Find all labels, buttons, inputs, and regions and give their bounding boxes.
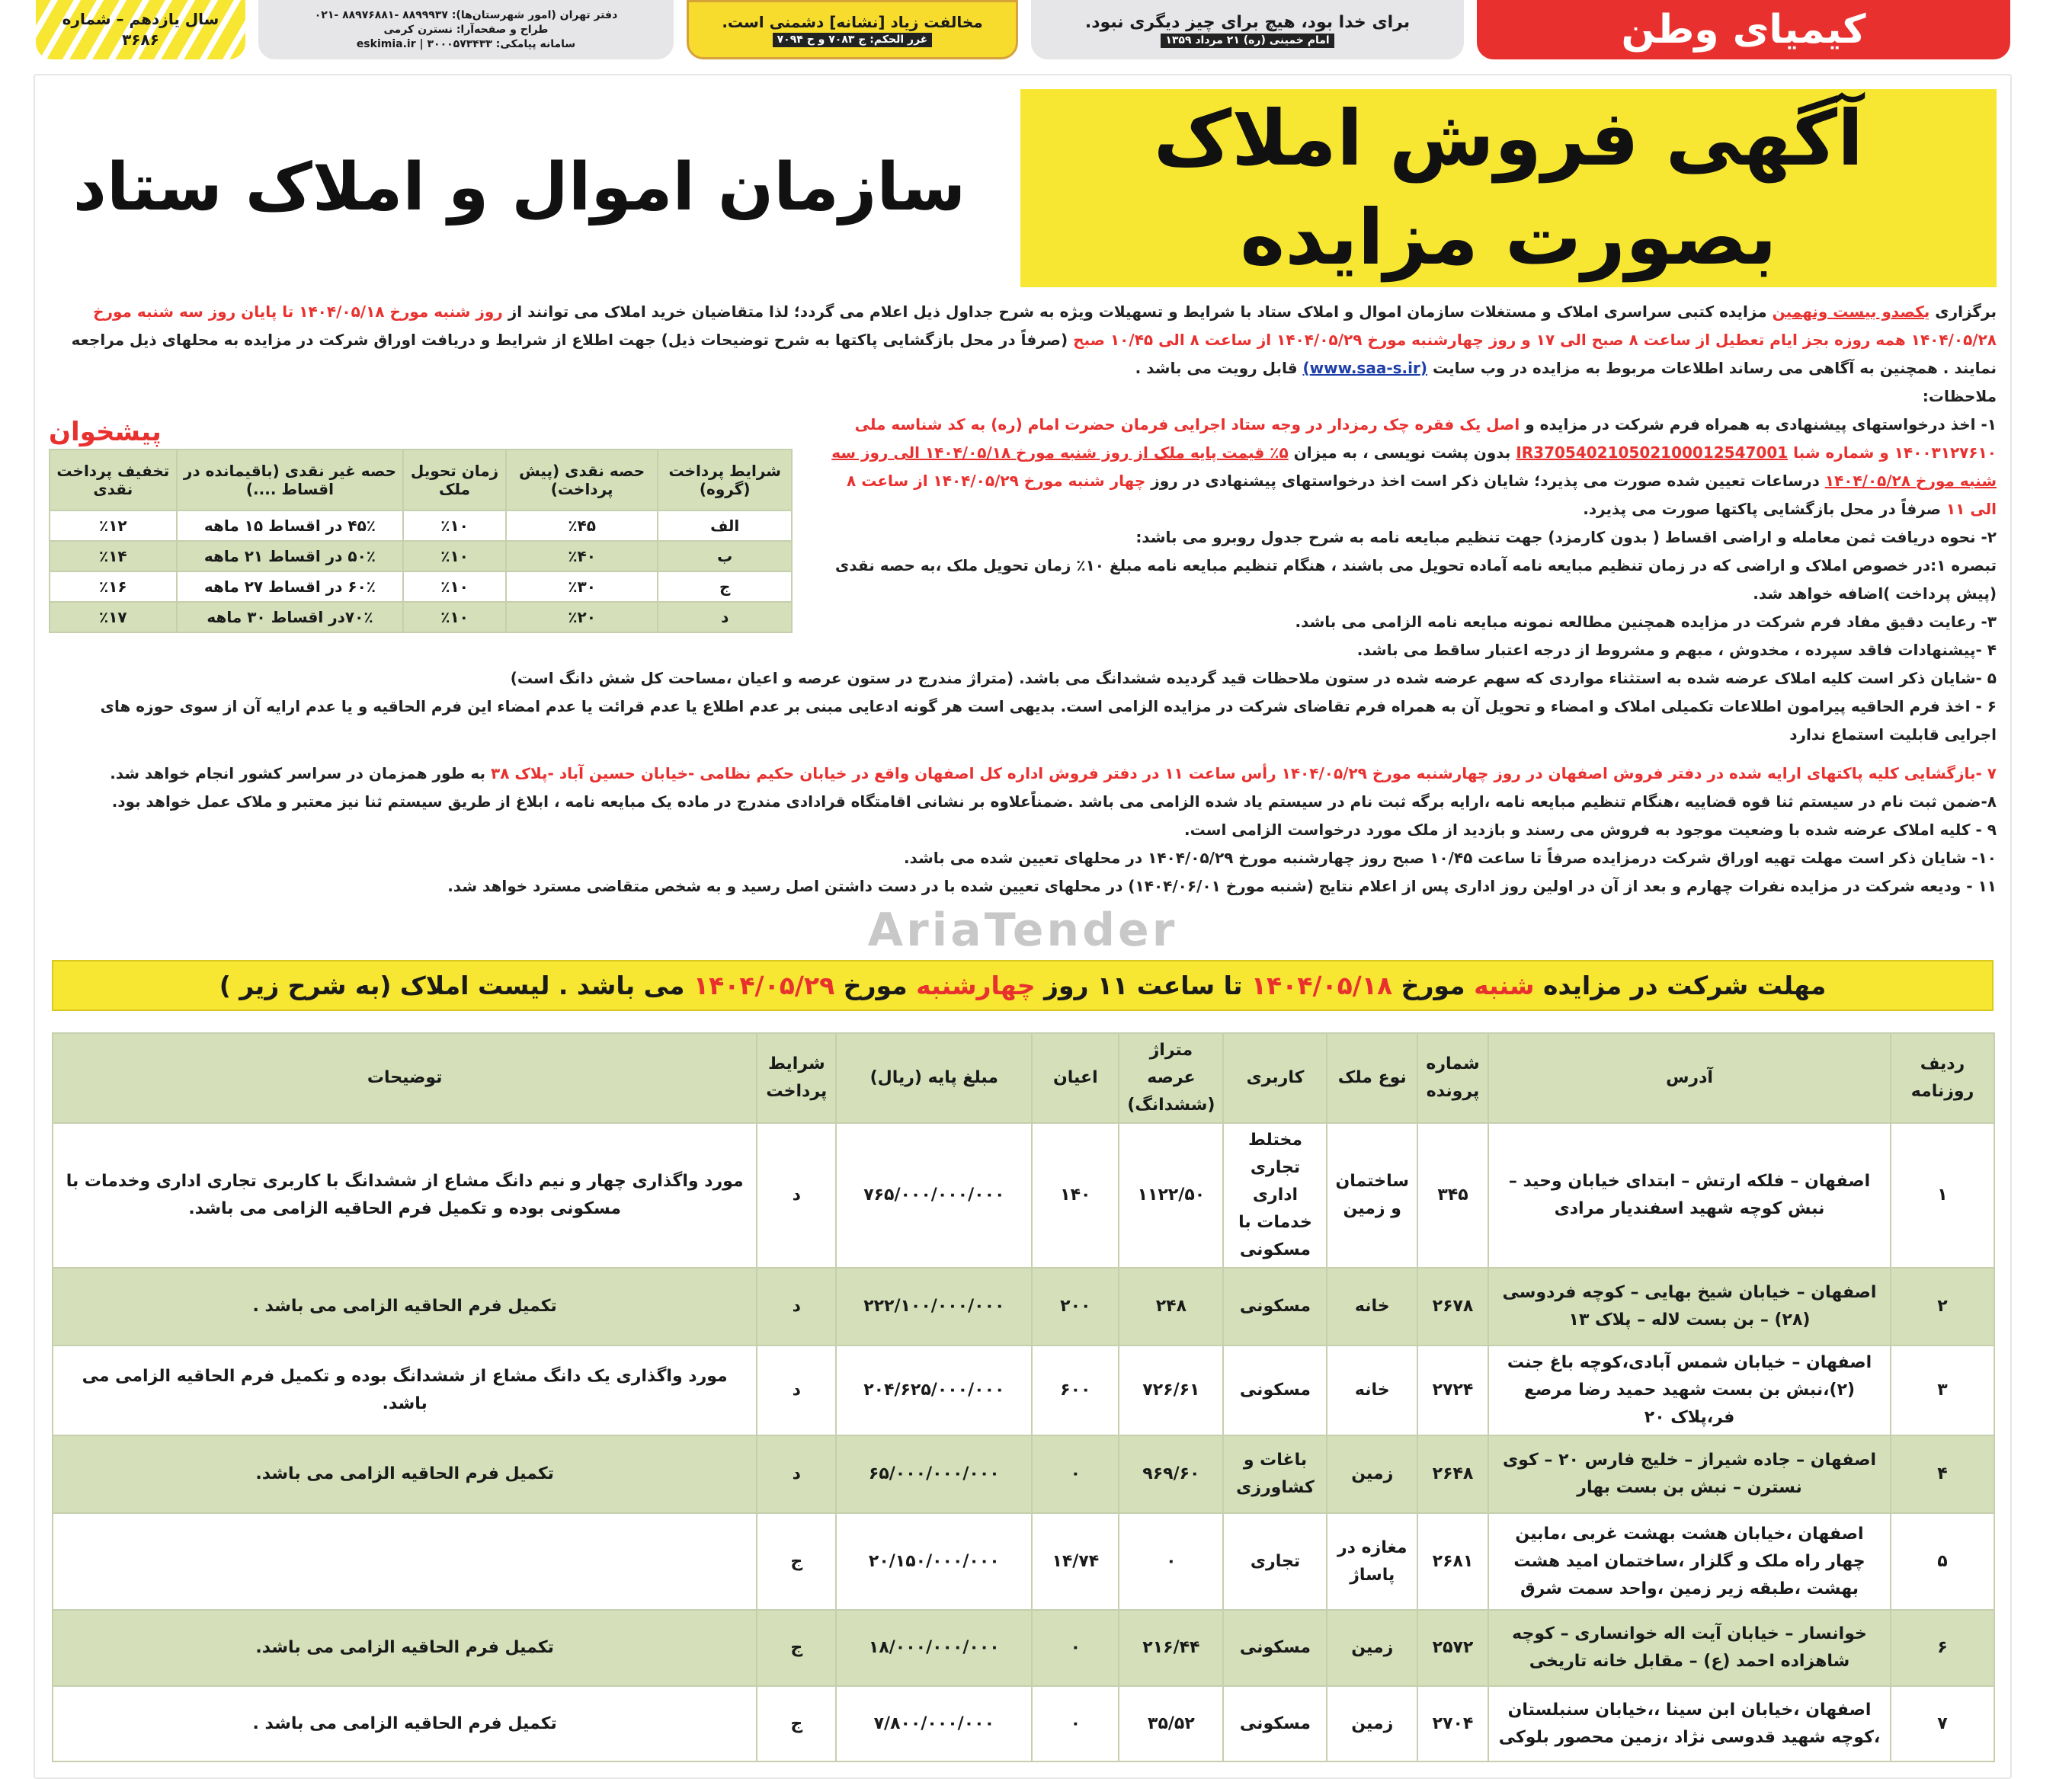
cell-value: ۲۰۴/۶۲۵/۰۰۰/۰۰۰ [836,1345,1032,1435]
cell-value: ساختمان و زمین [1327,1123,1417,1268]
masthead-logo [1477,0,2010,59]
table-row [50,602,792,632]
table-row [50,571,792,602]
cell-value: ۲۶۸۱ [1417,1513,1488,1610]
intro-text: (صرفاً در محل بازگشایی پاکتها به شرح توضیحات ذیل) جهت اطلاع از شرایط و دریافت اوراق شرکت در مزایده به محلهای ذیل مراجعه نمایند . همچنین به آگاهی می رساند اطلاعات مربوط به مزایده در وب سایت [71,331,1997,378]
cell: ۷۰٪در اقساط ۳۰ ماهه [177,602,404,632]
cell-value: ۳۴۵ [1417,1123,1488,1268]
cell-value: ۶۰۰ [1032,1345,1119,1435]
cell-description: مورد واگذاری چهار و نیم دانگ مشاع از ششدانگ با کاربری تجاری اداری وخدمات با مسکونی بوده و تکمیل فرم الحاقیه الزامی می باشد. [53,1123,757,1268]
cell-value: ۱۴۰ [1032,1123,1119,1268]
col-header: مبلغ پایه (ریال) [836,1033,1032,1123]
cell-value: زمین [1327,1610,1417,1686]
note-text: به طور همزمان در سراسر کشور انجام خواهد شد. [110,764,486,783]
cell-value: ۰ [1032,1435,1119,1513]
intro-dates: روز شنبه مورخ ۱۴۰۴/۰۵/۱۸ تا پایان روز سه شنبه مورخ ۱۴۰۴/۰۵/۲۸ همه روزه بجز ایام تعطیل از ساعت ۸ صبح الی ۱۷ و روز چهارشنبه مورخ ۱۴۰۴/۰۵/۲۹ از ساعت ۸ الی ۱۰/۴۵ صبح [93,302,1997,350]
cell-value: ۲۲۲/۱۰۰/۰۰۰/۰۰۰ [836,1268,1032,1345]
cell-row-number: ۴ [1891,1435,1994,1513]
cell: ٪۱۰ [403,571,506,602]
cell-value: تجاری [1223,1513,1327,1610]
deadline-text: مورخ [1401,970,1465,1000]
cell-value: د [757,1435,836,1513]
note-2: ۲- نحوه دریافت ثمن معامله و اراضی اقساط ( بدون کارمزد) جهت تنظیم مبایعه نامه به شرح جدول روبرو می باشد: [1135,528,1997,547]
cell-value: ج [757,1513,836,1610]
cell-row-number: ۲ [1891,1268,1994,1345]
cell: ٪۱۲ [50,510,177,541]
intro-text: مزایده کتبی سراسری املاک و مستغلات سازمان اموال و املاک ستاد با شرایط و تسهیلات ویژه به شرح جداول ذیل اعلام می گردد؛ لذا متقاضیان خرید املاک می توانند از [508,302,1767,322]
note-text: ۵٪ قیمت پایه ملک از روز شنبه مورخ ۱۴۰۴/۰۵/۱۸ الی روز سه شنبه مورخ ۱۴۰۴/۰۵/۲۸ [831,443,1997,491]
note-11: ۱۱ - ودیعه شرکت در مزایده نفرات چهارم و بعد از آن در اولین روز اداری پس از اعلام نتایج (شنبه مورخ ۱۴۰۴/۰۶/۰۱) در محلهای تعیین شده با در دست داشتن اصل رسید و به شخص متقاضی مسترد خواهد شد. [447,877,1997,896]
masthead [0,0,2072,59]
cell-row-number: ۱ [1891,1123,1994,1268]
deadline-text: مهلت شرکت در مزایده [1542,970,1827,1000]
hadith-source: غرر الحکم: ج ۷۰۸۳ و ح ۷۰۹۴ [773,33,933,47]
cell-value: ۲۱۶/۴۴ [1119,1610,1223,1686]
note-10: ۱۰- شایان ذکر است مهلت تهیه اوراق شرکت درمزایده صرفاً تا ساعت ۱۰/۴۵ صبح روز چهارشنبه مورخ ۱۴۰۴/۰۵/۲۹ در محلهای تعیین شده می باشد. [903,849,1997,868]
cell-value: د [757,1268,836,1345]
notes-label: ملاحظات: [1922,387,1997,406]
note-text: بدون پشت نویسی ، به میزان [1293,443,1511,462]
masthead-imam-quote [1031,0,1464,59]
cell-address: اصفهان ،خیابان ابن سینا ،،خیابان سنبلستان ،کوچه شهید قدوسی نژاد ،زمین محصور بلوکی [1488,1686,1891,1761]
intro-text: برگزاری [1935,302,1997,322]
note-5: ۵ -شایان ذکر است کلیه املاک عرضه شده به استثناء مواردی که سهم عرضه شده در ستون ملاحظات قید گردیده ششدانگ می باشد. (متراژ مندرج در ستون عرصه و اعیان ،مساحت کل شش دانگ است) [510,669,1997,688]
col-header: شرایط پرداخت (گروه) [658,450,792,510]
cell-value: زمین [1327,1686,1417,1761]
deadline-text: می باشد . لیست املاک (به شرح زیر ) [219,970,685,1000]
col-header: آدرس [1488,1033,1891,1123]
cell-value: ج [757,1686,836,1761]
designer: طراح و صفحه‌آرا: نسترن کرمی [383,23,549,36]
cell-description: تکمیل فرم الحاقیه الزامی می باشد. [53,1610,757,1686]
table-row [50,510,792,541]
cell-value: ۲۷۰۴ [1417,1686,1488,1761]
col-header: ردیف روزنامه [1891,1033,1994,1123]
cell-description: تکمیل فرم الحاقیه الزامی می باشد . [53,1686,757,1761]
cell-row-number: ۵ [1891,1513,1994,1610]
note-6: ۶ - اخذ فرم الحاقیه پیرامون اطلاعات تکمیلی املاک و امضاء و تحویل آن به همراه فرم تقاضای شرکت در مزایده الزامی است. بدیهی است هر گونه ادعایی مبنی بر عدم اطلاع یا عدم قرائت یا عدم امضاء این فرم الحاقیه و یا عدم ارایه آن از سوی حوزه های اجرایی قابلیت استماع ندارد [100,697,1997,744]
cell-value: ۲۶۴۸ [1417,1435,1488,1513]
cell: ۶۰٪ در اقساط ۲۷ ماهه [177,571,404,602]
deadline-text: مورخ [843,970,908,1000]
cell-description: تکمیل فرم الحاقیه الزامی می باشد . [53,1268,757,1345]
table-row [53,1268,1994,1345]
cell-value: ۰ [1032,1610,1119,1686]
cell: ٪۱۰ [403,602,506,632]
cell-value: خانه [1327,1268,1417,1345]
table-row [53,1513,1994,1610]
cell-value: مسکونی [1223,1686,1327,1761]
cell-value: د [757,1345,836,1435]
table-row [53,1123,1994,1268]
col-header: تخفیف پرداخت نقدی [50,450,177,510]
cell-value: د [757,1123,836,1268]
col-header: زمان تحویل ملک [403,450,506,510]
cell-value: ۰ [1032,1686,1119,1761]
cell-value: ۲۴۸ [1119,1268,1223,1345]
col-header: کاربری [1223,1033,1327,1123]
cell-value: مسکونی [1223,1268,1327,1345]
col-header: توضیحات [53,1033,757,1123]
sms-number: سامانه پیامکی: ۳۰۰۰۵۷۳۴۳۳ [427,37,576,50]
office-phone: دفتر تهران (امور شهرستان‌ها): ۸۸۹۹۹۳۷ -۸۸۹۷۶۸۸۱ -۰۲۱ [314,8,618,21]
col-header: شرایط پرداخت [757,1033,836,1123]
payment-terms-table [49,449,793,633]
col-header: متراژ عرصه (ششدانگ) [1119,1033,1223,1123]
cell: ٪۴۰ [506,541,658,571]
cell-row-number: ۳ [1891,1345,1994,1435]
masthead-hadith [687,0,1018,59]
cell: ٪۱۷ [50,602,177,632]
note-text: صرفاً در محل بازگشایی پاکتها صورت می پذیرد. [1583,500,1942,519]
cell-value: ۱۴/۷۴ [1032,1513,1119,1610]
auction-number: یکصدو بیست ونهمین [1772,302,1930,322]
ariatender-watermark: AriaTender [867,904,1178,958]
cell-row-number: ۷ [1891,1686,1994,1761]
organization-title: سازمان اموال و املاک ستاد [72,149,966,226]
cell-value: ۲۷۲۴ [1417,1345,1488,1435]
ad-panel [34,74,2012,1779]
note-2-tabsare: تبصره ۱:در خصوص املاک و اراضی که در زمان تنظیم مبایعه نامه آماده تحویل می باشند ، هنگام تنظیم مبایعه نامه مبلغ ۱۰٪ زمان تحویل ملک ،به حصه نقدی (پیش پرداخت )اضافه خواهد شد. [834,556,1997,603]
note-text: ۷ -بازگشایی کلیه پاکتهای ارایه شده در دفتر فروش اصفهان در روز چهارشنبه مورخ ۱۴۰۴/۰۵/۲۹ رأس ساعت ۱۱ در دفتر فروش اداره کل اصفهان واقع در خیابان حکیم نظامی -خیابان حسین آباد -پلاک ۳۸ [491,764,1997,783]
note-text: اصل یک فقره چک رمزدار در وجه ستاد اجرایی فرمان حضرت امام (ره) به کد شناسه ملی ۱۴۰۰۳۱۲۷۶۱۰ و شماره شبا [854,415,1997,462]
cell-address: اصفهان ،خیابان هشت بهشت غربی ،مابین چهار راه ملک و گلزار ،ساختمان امید هشت بهشت ،طبقه زیر زمین ،واحد سمت شرق [1488,1513,1891,1610]
cell-description: مورد واگذاری یک دانگ مشاع از ششدانگ بوده و تکمیل فرم الحاقیه الزامی می باشد. [53,1345,757,1435]
ad-title-box [1020,89,1997,287]
note-3: ۳- رعایت دقیق مفاد فرم شرکت در مزایده همچنین مطالعه نمونه مبایعه نامه الزامی می باشد. [1295,613,1997,632]
cell: ٪۱۶ [50,571,177,602]
properties-table [52,1032,1995,1762]
cell-value: زمین [1327,1435,1417,1513]
note-text: درساعات تعیین شده صورت می پذیرد؛ شایان ذکر است اخذ درخواستهای پیشنهادی در روز [1151,472,1820,491]
cell-value: باغات و کشاورزی [1223,1435,1327,1513]
cell: د [658,602,792,632]
cell-value: مغازه در پاساژ [1327,1513,1417,1610]
cell-value: ۹۶۹/۶۰ [1119,1435,1223,1513]
deadline-text: شنبه [1474,970,1535,1000]
cell-value: ۱۸/۰۰۰/۰۰۰/۰۰۰ [836,1610,1032,1686]
cell-address: اصفهان – خیابان شیخ بهایی – کوچه فردوسی (۲۸) – بن بست لاله – پلاک ۱۳ [1488,1268,1891,1345]
cell: ٪۱۰ [403,541,506,571]
website-link[interactable]: (www.saa-s.ir) [1302,359,1427,378]
cell-value: ج [757,1610,836,1686]
note-text: چهار شنبه مورخ ۱۴۰۴/۰۵/۲۹ از ساعت ۸ الی ۱۱ [847,472,1997,519]
payment-terms-wrap [49,415,796,633]
sheba-number: IR370540210502100012547001 [1516,443,1789,462]
ad-header [49,89,1997,287]
cell-value: مسکونی [1223,1610,1327,1686]
cell-description [53,1513,757,1610]
col-header: حصه نقدی (پیش پرداخت) [506,450,658,510]
deadline-banner [52,960,1994,1011]
cell: ٪۱۰ [403,510,506,541]
issue-number: سال یازدهم – شماره ۳۶۸۶ [62,10,219,50]
cell-value: ۲۰/۱۵۰/۰۰۰/۰۰۰ [836,1513,1032,1610]
cell: ۵۰٪ در اقساط ۲۱ ماهه [177,541,404,571]
note-7 [49,760,1997,788]
hadith-quote: مخالفت زیاد [نشانه] دشمنی است. [722,13,983,32]
table-row [53,1610,1994,1686]
deadline-date: ۱۴۰۴/۰۵/۲۹ [693,970,835,1000]
masthead-issue [36,0,245,59]
cell-value: خانه [1327,1345,1417,1435]
imam-quote: برای خدا بود، هیچ برای چیز دیگری نبود. [1084,12,1411,32]
cell-address: اصفهان – فلکه ارتش – ابتدای خیابان وحید –نبش کوچه شهید اسفندیار مرادی [1488,1123,1891,1268]
cell-value: ۲۵۷۲ [1417,1610,1488,1686]
deadline-text: تا ساعت ۱۱ روز [1044,970,1243,1000]
cell-value: ۷/۸۰۰/۰۰۰/۰۰۰ [836,1686,1032,1761]
cell-value: ۳۵/۵۲ [1119,1686,1223,1761]
cell-row-number: ۶ [1891,1610,1994,1686]
cell-description: تکمیل فرم الحاقیه الزامی می باشد. [53,1435,757,1513]
cell-value: ۰ [1119,1513,1223,1610]
intro-paragraph [49,298,1997,411]
cell-value: ۲۶۷۸ [1417,1268,1488,1345]
note-9: ۹ - کلیه املاک عرضه شده با وضعیت موجود به فروش می رسند و بازدید از ملک مورد درخواست الزامی است. [1184,821,1997,840]
table-row [53,1345,1994,1435]
cell: ب [658,541,792,571]
cell-value: مسکونی [1223,1345,1327,1435]
cell-value: ۲۰۰ [1032,1268,1119,1345]
cell: ٪۱۴ [50,541,177,571]
note-8: ۸-ضمن ثبت نام در سیستم ثنا قوه قضاییه ،هنگام تنظیم مبایعه نامه ،ارایه برگه ثبت نام در سیستم یاد شده الزامی می باشد .ضمناًعلاوه بر نشانی اقامتگاه قرادادی مندرج در ماده یک مبایعه نامه ، ابلاغ از طریق سیستم ثنا نیز معتبر و ملاک عمل خواهد بود. [111,792,1997,811]
cell-address: اصفهان – جاده شیراز – خلیج فارس ۲۰ – کوی نسترن – نبش بن بست بهار [1488,1435,1891,1513]
col-header: نوع ملک [1327,1033,1417,1123]
ad-title: آگهی فروش املاک بصورت مزایده [1153,94,1864,283]
cell-value: ۱۱۲۲/۵۰ [1119,1123,1223,1268]
table-row [53,1435,1994,1513]
col-header: حصه غیر نقدی (باقیمانده در اقساط ....) [177,450,404,510]
table-row [53,1686,1994,1761]
col-header: شماره پرونده [1417,1033,1488,1123]
cell-value: ۷۶۵/۰۰۰/۰۰۰/۰۰۰ [836,1123,1032,1268]
cell: ٪۳۰ [506,571,658,602]
imam-quote-source: امام خمینی (ره) ۲۱ مرداد ۱۳۵۹ [1161,34,1334,48]
col-header: اعیان [1032,1033,1119,1123]
intro-text: قابل رویت می باشد . [1135,359,1298,378]
table-row [50,541,792,571]
deadline-date: ۱۴۰۴/۰۵/۱۸ [1251,970,1393,1000]
cell: الف [658,510,792,541]
cell-value: مختلط تجاری اداری خدمات با مسکونی [1223,1123,1327,1268]
cell: ٪۲۰ [506,602,658,632]
cell-value: ۶۵/۰۰۰/۰۰۰/۰۰۰ [836,1435,1032,1513]
cell: ج [658,571,792,602]
cell: ٪۴۵ [506,510,658,541]
cell: ۴۵٪ در اقساط ۱۵ ماهه [177,510,404,541]
pishkhan-watermark: پیشخوان [49,417,162,448]
cell-value: ۷۲۶/۶۱ [1119,1345,1223,1435]
cell-address: اصفهان – خیابان شمس آبادی،کوچه باغ جنت (۲)،نبش بن بست شهید حمید رضا مرصع فر،پلاک ۲۰ [1488,1345,1891,1435]
site-link[interactable]: eskimia.ir [356,37,416,50]
logo-text: کیمیای وطن [1621,7,1866,53]
deadline-text: چهارشنبه [916,970,1036,1000]
masthead-contact: دفتر تهران (امور شهرستان‌ها): ۸۸۹۹۹۳۷ -۸۸۹۷۶۸۸۱ -۰۲۱ طراح و صفحه‌آرا: نسترن کرمی سامانه پیامکی: ۳۰۰۰۵۷۳۴۳۳ | eskimia.ir [258,0,674,59]
note-4: ۴ -پیشنهادات فاقد سپرده ، مخدوش ، مبهم و مشروط از درجه اعتبار ساقط می باشد. [1356,641,1997,660]
note-text: ۱- اخذ درخواستهای پیشنهادی به همراه فرم شرکت در مزایده و [1525,415,1997,434]
cell-address: خوانسار – خیابان آیت اله خوانساری – کوچه شاهزاده احمد (ع) – مقابل خانه تاریخی [1488,1610,1891,1686]
